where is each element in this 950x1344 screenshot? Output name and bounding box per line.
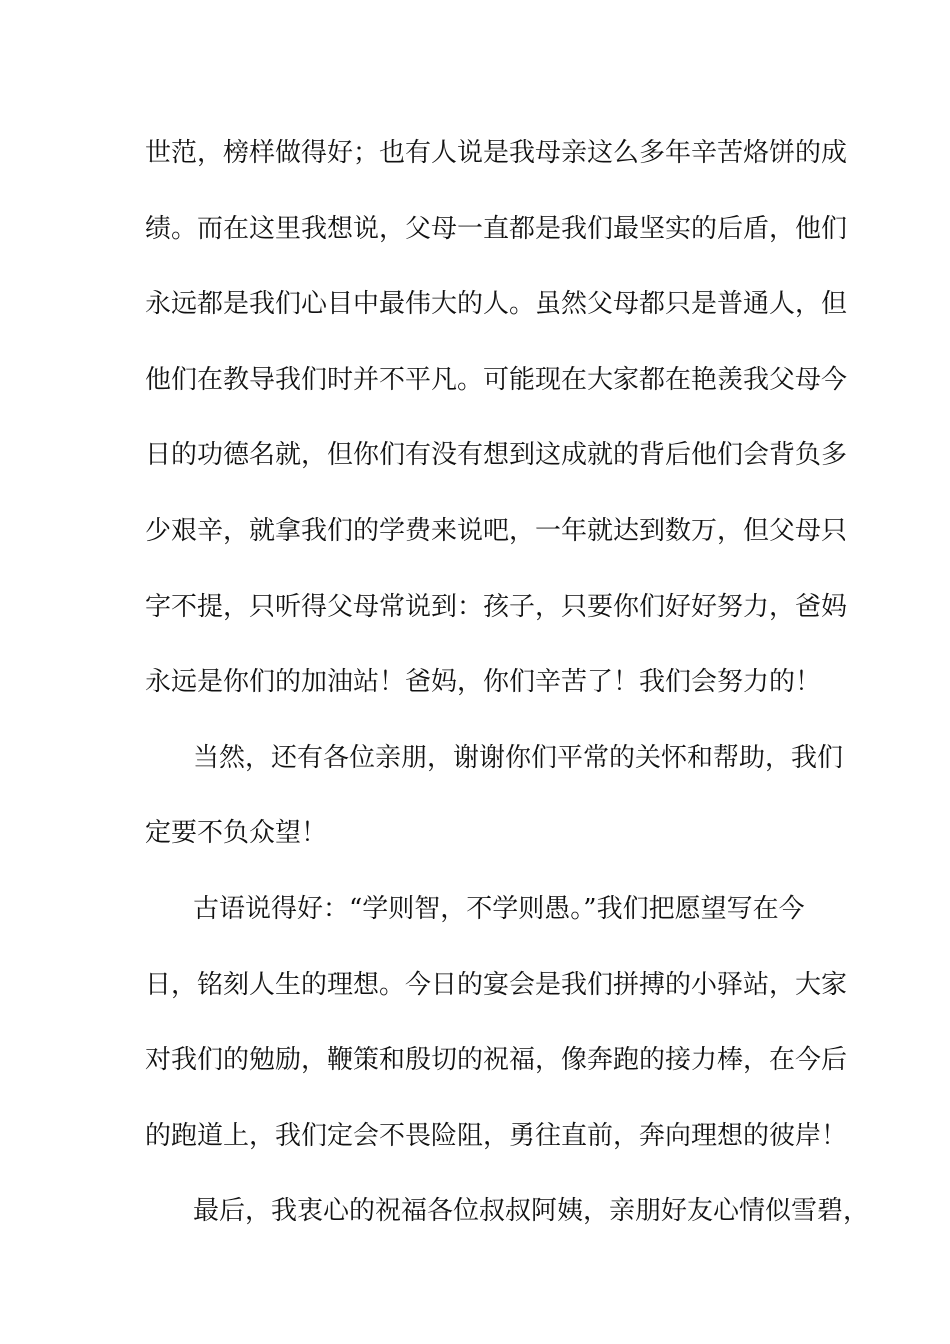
text-line: 绩。而在这里我想说，父母一直都是我们最坚实的后盾，他们 [145,213,848,244]
paragraph-start-line: 最后，我衷心的祝福各位叔叔阿姨，亲朋好友心情似雪碧， [193,1196,870,1227]
text-line: 永远是你们的加油站！爸妈，你们辛苦了！我们会努力的！ [145,667,822,698]
body-text [145,131,870,1265]
text-line: 世范，榜样做得好；也有人说是我母亲这么多年辛苦烙饼的成 [145,138,848,168]
text-line: 对我们的勉励，鞭策和殷切的祝福，像奔跑的接力棒，在今后 [145,1045,848,1076]
text-line: 字不提，只听得父母常说到：孩子，只要你们好好努力，爸妈 [145,591,848,622]
text-line: 永远都是我们心目中最伟大的人。虽然父母都只是普通人，但 [145,289,848,320]
text-line: 日的功德名就，但你们有没有想到这成就的背后他们会背负多 [145,440,848,471]
text-line: 他们在教导我们时并不平凡。可能现在大家都在艳羡我父母今 [145,364,848,395]
paragraph-start-line: 古语说得好：“学则智，不学则愚。”我们把愿望写在今 [193,893,805,924]
text-line: 少艰辛，就拿我们的学费来说吧，一年就达到数万，但父母只 [145,515,848,546]
text-line: 的跑道上，我们定会不畏险阻，勇往直前，奔向理想的彼岸！ [145,1120,848,1151]
text-line: 定要不负众望！ [145,818,328,849]
paragraph-start-line: 当然，还有各位亲朋，谢谢你们平常的关怀和帮助，我们 [193,742,844,773]
text-line: 日，铭刻人生的理想。今日的宴会是我们拼搏的小驿站，大家 [145,969,848,1000]
